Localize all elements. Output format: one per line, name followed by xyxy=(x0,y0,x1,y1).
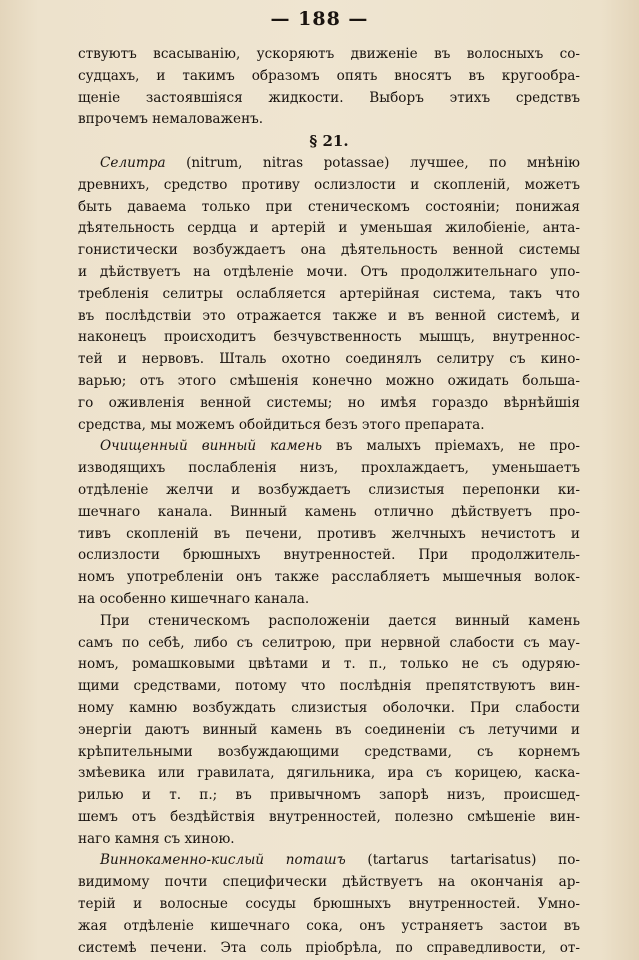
text-line: древнихъ, средство противу ослизлости и скопленій, можетъ xyxy=(78,176,580,193)
text-line: щеніе застоявшіяся жидкости. Выборъ этихъ средствъ xyxy=(78,89,580,106)
text-line: судцахъ, и такимъ образомъ опять вносятъ въ кругообра- xyxy=(78,67,580,84)
text-line: варью; отъ этого смѣшенія конечно можно ожидать большa- xyxy=(78,372,580,389)
text-line: быть даваема только при стеническомъ состояніи; понижая xyxy=(78,198,580,215)
text-line: тивъ скопленій въ печени, противъ желчныхъ нечистотъ и xyxy=(78,525,580,542)
text-line: впрочемъ немаловаженъ. xyxy=(78,111,264,128)
text-line: изводящихъ послабленія низъ, прохлаждаетъ, уменьшаетъ xyxy=(78,460,580,477)
text-line: гонистически возбуждаетъ она дѣятельность венной системы xyxy=(78,242,580,259)
text-line: § 21. xyxy=(309,132,349,151)
text-line: шемъ отъ бездѣйствія внутренностей, полезно смѣшеніе вин- xyxy=(78,808,580,825)
text-line: Селитра (nitrum, nitras potassae) лучшее, по мнѣнію xyxy=(100,154,580,171)
text-line: змѣевика или гравилата, дягильника, ира съ корицею, каска- xyxy=(78,765,580,782)
text-line: го оживленія венной системы; но имѣя гораздо вѣрнѣйшія xyxy=(78,394,580,411)
text-line: энергіи даютъ винный камень въ соединеніи съ летучими и xyxy=(78,721,580,738)
text-line: средства, мы можемъ обойдиться безъ этого препарата. xyxy=(78,416,485,433)
text-line: Виннокаменно-кислый поташъ (tartarus tartarisatus) по- xyxy=(100,852,580,869)
text-line: ослизлости брюшныхъ внутренностей. При продолжитель- xyxy=(78,547,580,564)
text-line: рилью и т. п.; въ привычномъ запорѣ низъ, происшед- xyxy=(78,787,580,804)
page-body-text xyxy=(78,44,580,959)
text-line: номъ, ромашковыми цвѣтами и т. п., только не съ одуряю- xyxy=(78,656,580,673)
text-line: и дѣйствуетъ на отдѣленіе мочи. Отъ продолжительнаго упо- xyxy=(78,263,580,280)
text-line: системѣ печени. Эта соль пріобрѣла, по справедливости, от- xyxy=(78,939,580,956)
text-line: въ послѣдствіи это отражается также и въ венной системѣ, и xyxy=(78,307,580,324)
text-line: тей и нервовъ. Шталь охотно соединялъ селитру съ кино- xyxy=(78,351,580,368)
text-line: ному камню возбуждать слизистыя оболочки. При слабости xyxy=(78,699,580,716)
text-line: самъ по себѣ, либо съ селитрою, при нервной слабости съ мау- xyxy=(78,634,580,651)
text-line: жая отдѣленіе кишечнаго сока, онъ устраняетъ застои въ xyxy=(78,917,580,934)
text-line: Очищенный винный камень въ малыхъ пріемахъ, не про- xyxy=(100,438,580,455)
text-line: наго камня съ хиною. xyxy=(78,830,235,847)
text-line: требленія селитры ослабляется артерійная система, такъ что xyxy=(78,285,580,302)
text-line: При стеническомъ расположеніи дается винный камень xyxy=(100,612,580,629)
text-line: терій и волосные сосуды брюшныхъ внутренностей. Умно- xyxy=(78,896,580,913)
text-line: дѣятельность сердца и артерій и уменьшая жилобіеніе, анта- xyxy=(78,220,580,237)
text-line: на особенно кишечнаго канала. xyxy=(78,590,310,607)
page-number: — 188 — xyxy=(270,8,369,30)
text-line: ствуютъ всасыванію, ускоряютъ движеніе въ волосныхъ со- xyxy=(78,46,580,62)
text-line: крѣпительными возбуждающими средствами, съ корнемъ xyxy=(78,743,580,760)
text-line: отдѣленіе желчи и возбуждаетъ слизистыя перепонки ки- xyxy=(78,481,580,498)
text-line: видимому почти специфически дѣйствуетъ на окончанія ар- xyxy=(78,874,580,891)
text-line: наконецъ происходитъ безчувственность мышцъ, внутреннос- xyxy=(78,329,580,346)
text-line: шечнаго канала. Винный камень отлично дѣйствуетъ про- xyxy=(78,503,580,520)
text-line: номъ употребленіи онъ также расслабляетъ мышечныя волок- xyxy=(78,569,580,586)
text-line: щими средствами, потому что послѣднія препятствуютъ вин- xyxy=(78,678,580,695)
